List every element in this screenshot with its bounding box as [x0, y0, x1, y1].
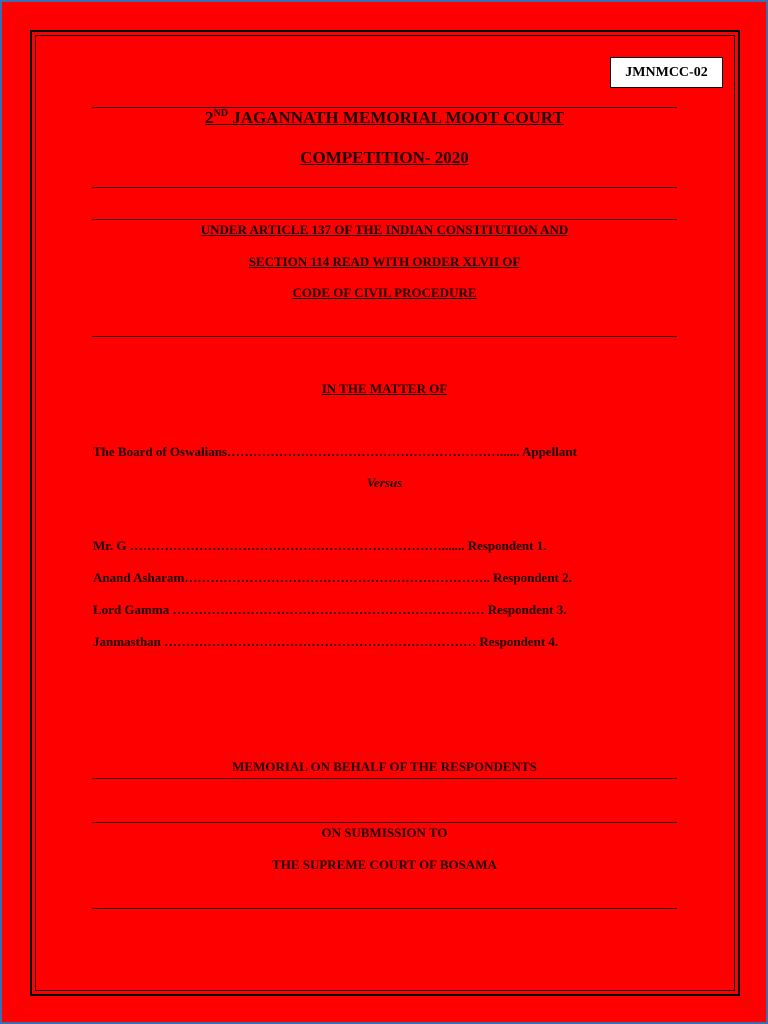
respondent-dots: ……………………………………………………………..	[184, 570, 490, 585]
divider-line	[92, 778, 677, 779]
submission-line-2: THE SUPREME COURT OF BOSAMA	[272, 857, 497, 872]
divider-line	[92, 219, 677, 220]
jurisdiction-line-1: UNDER ARTICLE 137 OF THE INDIAN CONSTITUTION AND	[200, 222, 569, 237]
respondent-name: Janmasthan	[93, 634, 165, 649]
competition-title-line1	[92, 108, 677, 128]
respondent-line	[93, 634, 558, 650]
title-ordinal-number: 2	[205, 108, 214, 127]
matter-heading: IN THE MATTER OF	[321, 381, 448, 396]
jurisdiction-line-3: CODE OF CIVIL PROCEDURE	[292, 285, 477, 300]
divider-line	[92, 336, 677, 337]
respondent-line	[93, 538, 546, 554]
appellant-line	[93, 444, 577, 460]
submission-line-1: ON SUBMISSION TO	[321, 825, 448, 840]
appellant-role: Appellant	[522, 444, 577, 459]
respondent-role: Respondent 4.	[479, 634, 559, 649]
respondent-dots: ………………………………………………………………	[172, 602, 485, 617]
respondent-dots: ………………………………………………………………	[164, 634, 477, 649]
respondent-role: Respondent 3.	[487, 602, 567, 617]
respondent-name: Lord Gamma	[93, 602, 173, 617]
appellant-dots: ………………………………………………………......	[227, 444, 520, 459]
page-border-inner	[35, 35, 735, 991]
title-ordinal-suffix: ND	[213, 108, 228, 119]
memorial-heading: MEMORIAL ON BEHALF OF THE RESPONDENTS	[232, 759, 537, 774]
respondent-name: Anand Asharam	[93, 570, 185, 585]
team-code-box: JMNMCC-02	[610, 57, 723, 88]
respondent-name: Mr. G	[93, 538, 130, 553]
respondent-role: Respondent 1.	[467, 538, 547, 553]
respondent-line	[93, 602, 566, 618]
divider-line	[92, 822, 677, 823]
respondent-role: Respondent 2.	[493, 570, 572, 585]
appellant-name: The Board of Oswalians	[93, 444, 227, 459]
title-line1-text: JAGANNATH MEMORIAL MOOT COURT	[228, 108, 564, 127]
jurisdiction-line-2: SECTION 114 READ WITH ORDER XLVII OF	[248, 254, 521, 269]
respondent-line	[93, 570, 572, 586]
competition-title-line2: COMPETITION- 2020	[300, 148, 469, 167]
divider-line	[92, 187, 677, 188]
divider-line	[92, 908, 677, 909]
respondent-dots: ……………………………………………………………….......	[129, 538, 465, 553]
versus-label: Versus	[366, 475, 403, 490]
